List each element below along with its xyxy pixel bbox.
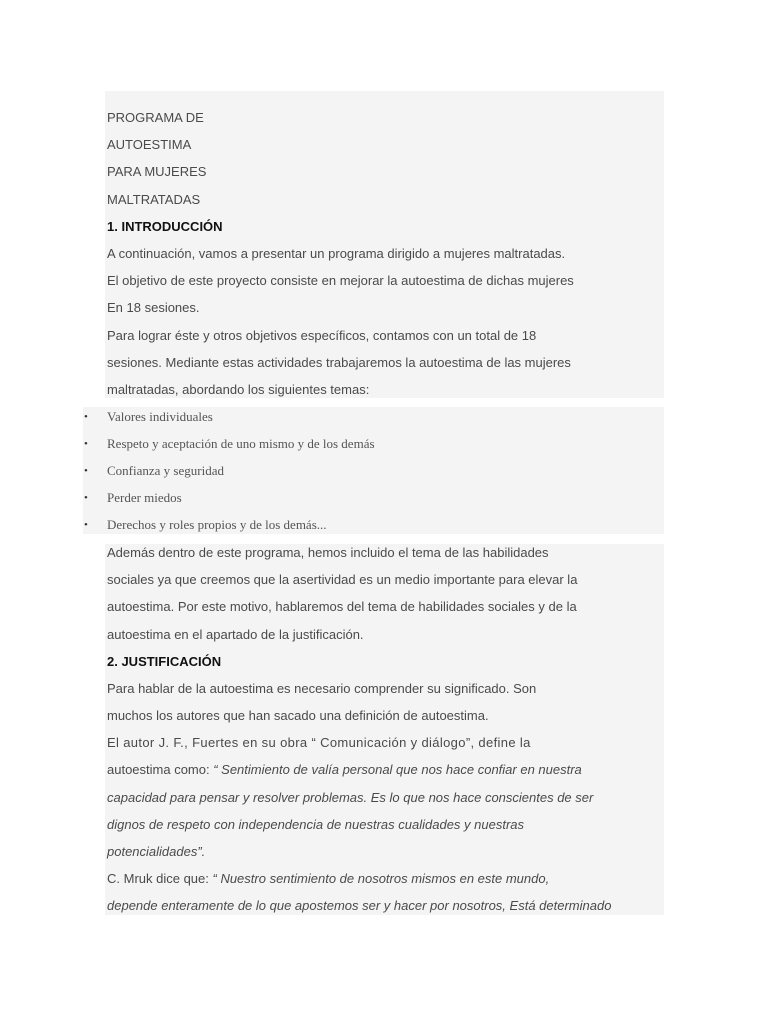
quote2-lead: C. Mruk dice que: [107,871,213,886]
title-line-3: PARA MUJERES [107,164,207,179]
bullet-icon: • [84,492,88,504]
justification-line-1: Para hablar de la autoestima es necesario comprender su significado. Son [107,681,537,696]
intro-line-4: Para lograr éste y otros objetivos específicos, contamos con un total de 18 [107,328,537,343]
list-item: Derechos y roles propios y de los demás... [107,517,327,532]
paragraph2-line-4: autoestima en el apartado de la justificación. [107,627,364,642]
paragraph2-line-3: autoestima. Por este motivo, hablaremos del tema de habilidades sociales y de la [107,599,577,614]
justification-line-2: muchos los autores que han sacado una definición de autoestima. [107,708,489,723]
intro-line-6: maltratadas, abordando los siguientes temas: [107,382,370,397]
title-line-1: PROGRAMA DE [107,110,204,125]
section-heading-introduccion: 1. INTRODUCCIÓN [107,219,223,234]
paragraph2-line-1: Además dentro de este programa, hemos incluido el tema de las habilidades [107,545,549,560]
bullet-icon: • [84,438,88,450]
list-item: Confianza y seguridad [107,463,224,478]
intro-line-3: En 18 sesiones. [107,300,200,315]
title-line-4: MALTRATADAS [107,192,201,207]
quote2-line-1 [107,871,549,887]
bullet-icon: • [84,519,88,531]
paragraph2-line-2: sociales ya que creemos que la asertividad es un medio importante para elevar la [107,572,578,587]
bullet-icon: • [84,411,88,423]
quote1-line-3: dignos de respeto con independencia de nuestras cualidades y nuestras [107,817,525,832]
title-line-2: AUTOESTIMA [107,137,192,152]
section-heading-justificacion: 2. JUSTIFICACIÓN [107,654,222,669]
quote1-line-4: potencialidades”. [107,844,206,859]
intro-line-1: A continuación, vamos a presentar un programa dirigido a mujeres maltratadas. [107,246,566,261]
list-item: Valores individuales [107,409,213,424]
list-item: Perder miedos [107,490,182,505]
bullet-icon: • [84,465,88,477]
intro-line-5: sesiones. Mediante estas actividades trabajaremos la autoestima de las mujeres [107,355,571,370]
quote1-first: “ Sentimiento de valía personal que nos hace confiar en nuestra [213,762,582,777]
quote1-line-1 [107,762,582,778]
quote2-line-2: depende enteramente de lo que apostemos ser y hacer por nosotros, Está determinado [107,898,612,913]
intro-line-2: El objetivo de este proyecto consiste en mejorar la autoestima de dichas mujeres [107,273,574,288]
list-item: Respeto y aceptación de uno mismo y de los demás [107,436,375,451]
quote2-first: “ Nuestro sentimiento de nosotros mismos en este mundo, [212,871,550,886]
author-line: El autor J. F., Fuertes en su obra “ Comunicación y diálogo”, define la [107,735,531,750]
quote1-line-2: capacidad para pensar y resolver problemas. Es lo que nos hace conscientes de ser [107,790,594,805]
quote1-lead: autoestima como: [107,762,214,777]
